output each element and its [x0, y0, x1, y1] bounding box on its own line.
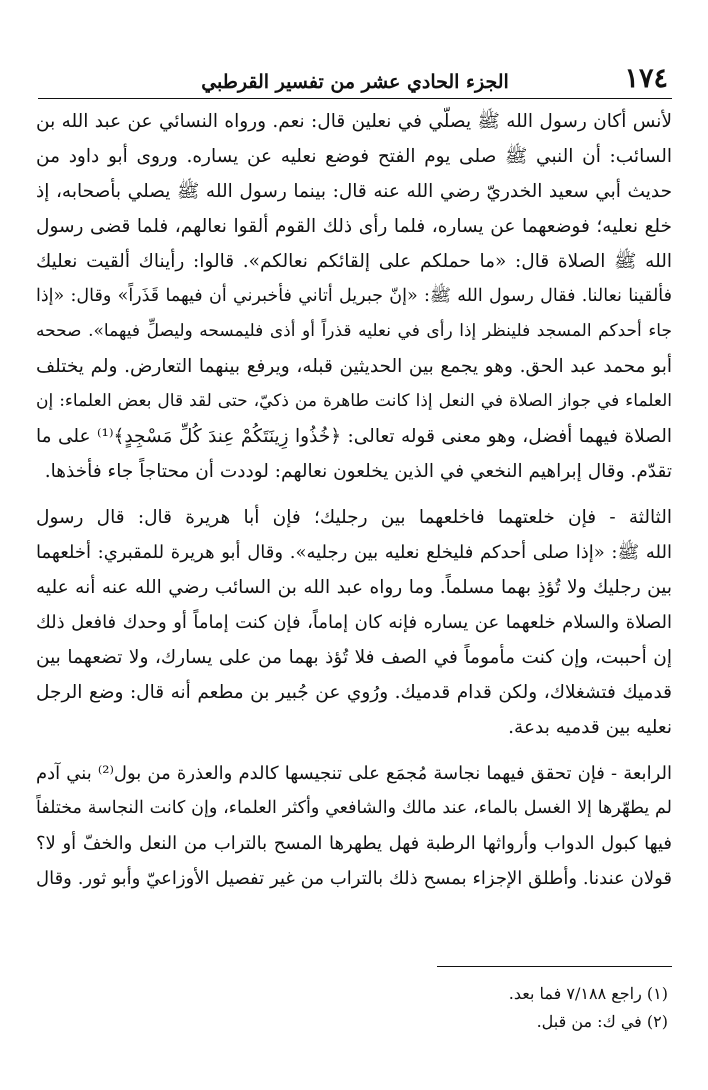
paragraph [36, 500, 672, 745]
text-line: الرابعة - فإن تحقق فيهما نجاسة مُجمَع على تنجيسها كالدم والعذرة من بول⁽²⁾ بني آدم [36, 763, 672, 784]
footnotes [36, 980, 668, 1036]
running-title: الجزء الحادي عشر من تفسير القرطبي [201, 71, 509, 93]
text-line: العلماء في جواز الصلاة في النعل إذا كانت طاهرة من ذكيّ، حتى لقد قال بعض العلماء: إن [36, 391, 672, 411]
text-line: الصلاة فيهما أفضل، وهو معنى قوله تعالى: ﴿خُذُوا زِينَتَكُمْ عِندَ كُلِّ مَسْجِدٍ﴾⁽¹⁾ على ما [36, 426, 672, 447]
text-line: قدميك فتشغلاك، ولكن قدام قدميك. ورُوي عن جُبير بن مطعم أنه قال: وضع الرجل [36, 682, 672, 703]
footnote: (١) راجع ٧/١٨٨ فما بعد. [508, 984, 668, 1003]
page-number: ١٧٤ [624, 63, 668, 94]
text-line: فألقينا نعالنا. فقال رسول الله ﷺ: «إنّ جبريل أتاني فأخبرني أن فيهما قَذَراً» وقال: «إذا [36, 286, 672, 306]
paragraph [36, 756, 672, 896]
text-line: الثالثة - فإن خلعتهما فاخلعهما بين رجليك؛ فإن أبا هريرة قال: قال رسول [36, 507, 672, 528]
page-header [38, 58, 672, 99]
footnote: (٢) في ك: من قبل. [536, 1012, 668, 1031]
text-line: جاء أحدكم المسجد فلينظر إذا رأى في نعليه قذراً أو أذى فليمسحه وليصلِّ فيهما». صححه [36, 321, 672, 341]
text-line: خلع نعليه؛ فوضعهما عن يساره، فلما رأى ذلك القوم ألقوا نعالهم، فلما قضى رسول [36, 216, 672, 237]
text-line: لأنس أكان رسول الله ﷺ يصلّي في نعلين قال: نعم. ورواه النسائي عن عبد الله بن [36, 111, 672, 132]
text-line: السائب: أن النبي ﷺ صلى يوم الفتح فوضع نعليه عن يساره. وروى أبو داود من [36, 146, 672, 167]
text-line: الصلاة والسلام خلعهما عن يساره فإنه كان إماماً، فإن كنت إماماً أو وحدك فافعل ذلك [36, 612, 672, 633]
text-line: تقدّم. وقال إبراهيم النخعي في الذين يخلعون نعالهم: لوددت أن محتاجاً جاء فأخذها. [44, 461, 672, 482]
text-line: حديث أبي سعيد الخدريّ رضي الله عنه قال: بينما رسول الله ﷺ يصلي بأصحابه، إذ [36, 181, 672, 202]
text-line: لم يطهّرها إلا الغسل بالماء، عند مالك والشافعي وأكثر العلماء، وإن كانت النجاسة مختلفاً [36, 798, 672, 818]
text-line: الله ﷺ الصلاة قال: «ما حملكم على إلقائكم نعالكم». قالوا: رأيناك ألقيت نعليك [36, 251, 672, 272]
text-line: الله ﷺ: «إذا صلى أحدكم فليخلع نعليه بين رجليه». وقال أبو هريرة للمقبري: أخلعهما [36, 542, 672, 563]
text-line: قولان عندنا. وأطلق الإجزاء بمسح ذلك بالتراب من غير تفصيل الأوزاعيّ وأبو ثور. وقال [36, 868, 672, 889]
text-line: بين رجليك ولا تُؤذِ بهما مسلماً. وما رواه عبد الله بن السائب رضي الله عنه أنه عليه [36, 577, 672, 598]
text-line: أبو محمد عبد الحق. وهو يجمع بين الحديثين قبله، ويرفع بينهما التعارض. ولم يختلف [36, 356, 672, 377]
text-line: نعليه بين قدميه بدعة. [508, 717, 672, 738]
page-body [36, 104, 672, 896]
footnote-divider [437, 966, 672, 967]
paragraph [36, 104, 672, 489]
text-line: إن أحببت، وإن كنت مأموماً في الصف فلا تُؤذ بهما من على يسارك، ولا تضعهما بين [36, 647, 672, 668]
text-line: فيها كبول الدواب وأرواثها الرطبة فهل يطهرها المسح بالتراب من النعل والخفّ أو لا؟ [36, 833, 672, 854]
